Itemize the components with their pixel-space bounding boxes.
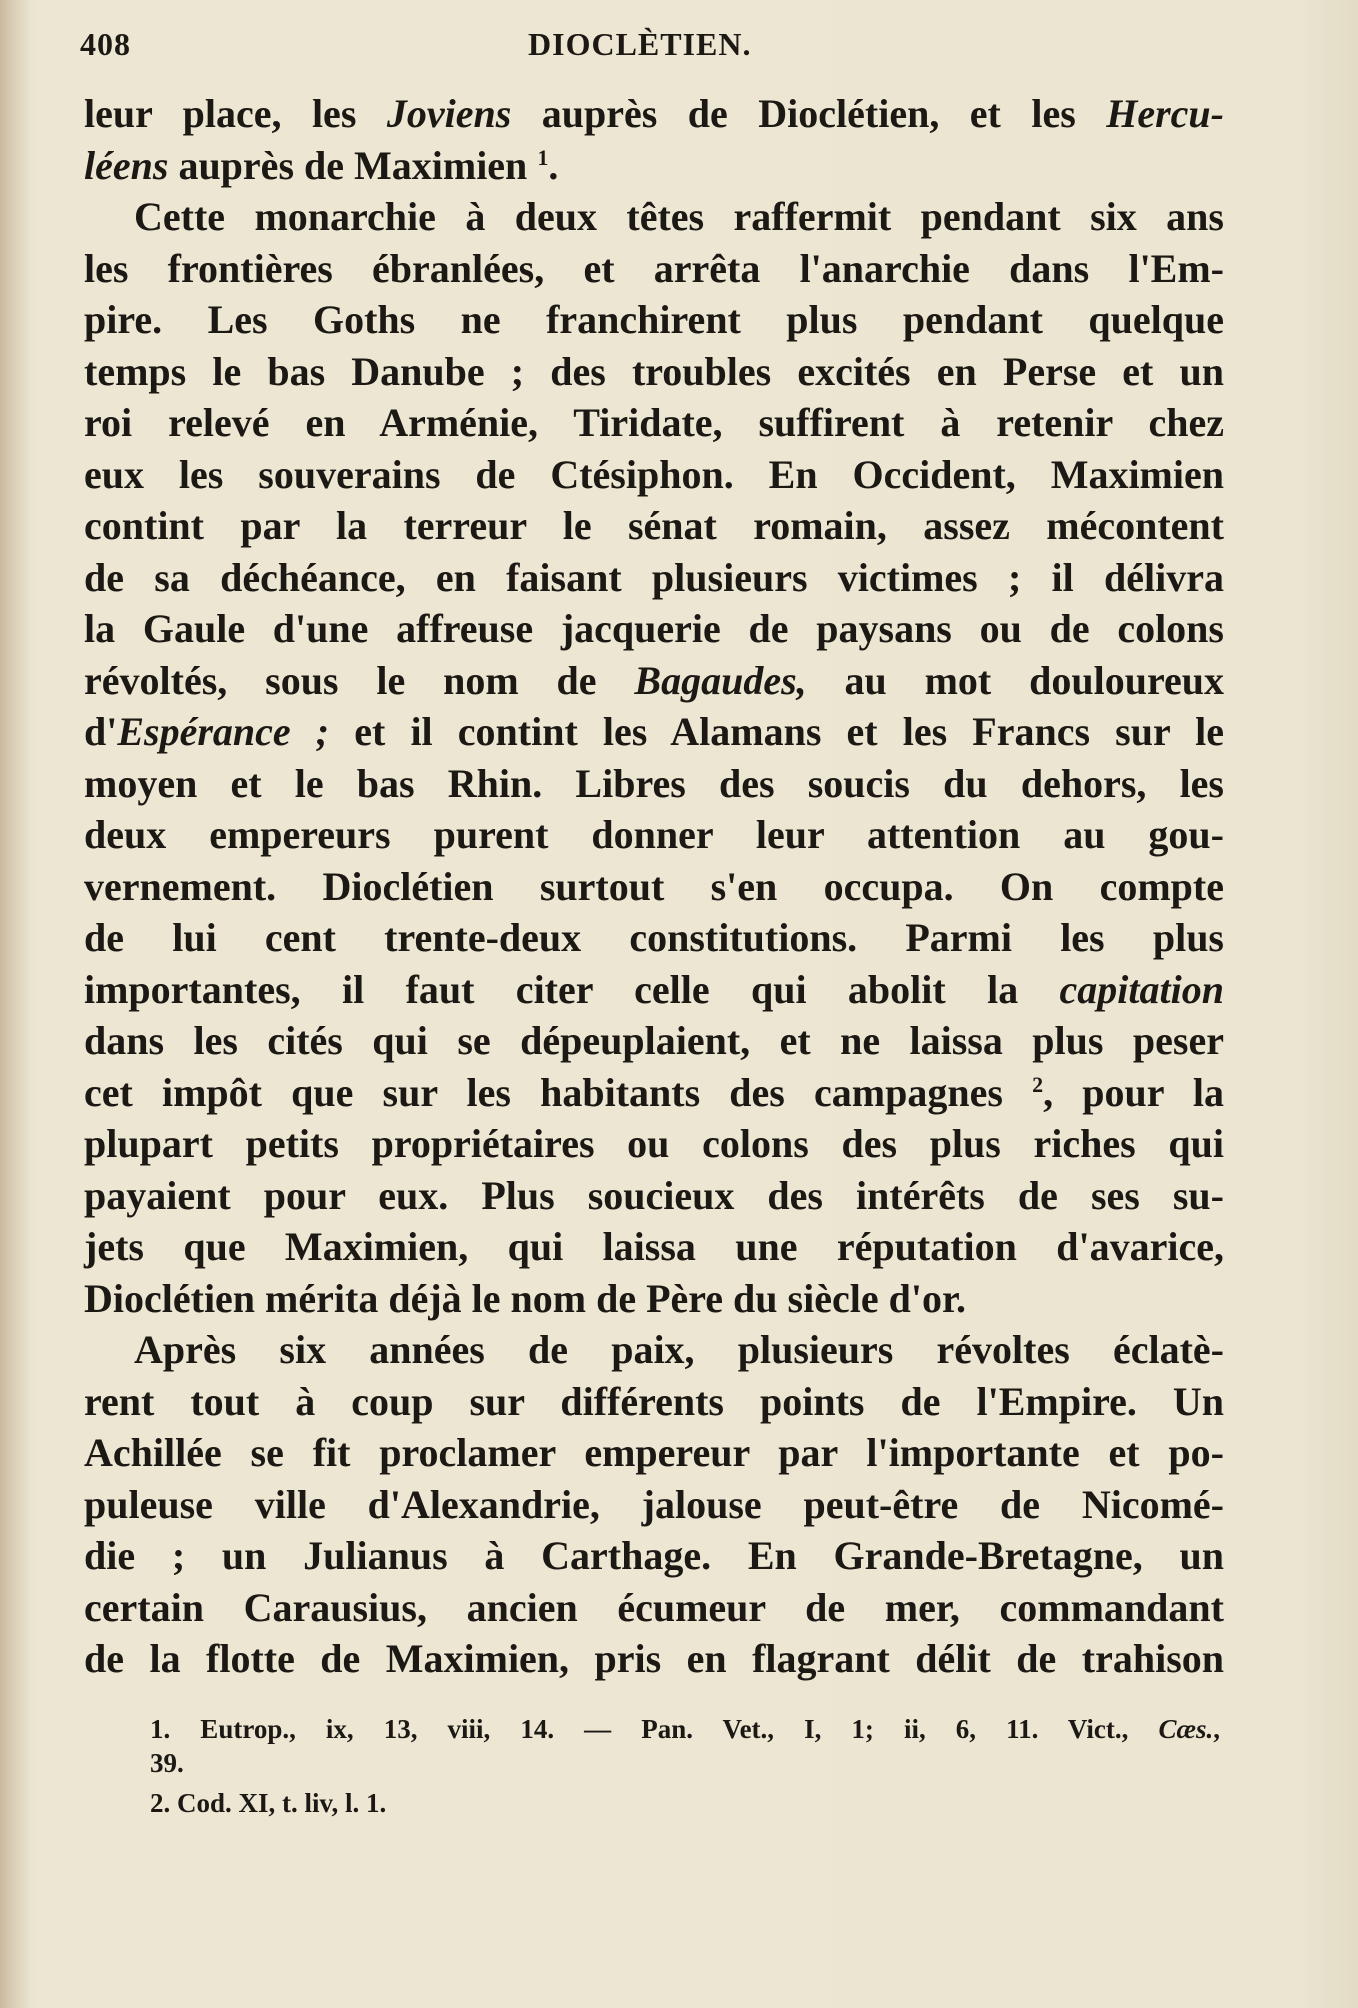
text-line: rent tout à coup sur différents points de l'Empire. Un <box>84 1378 1224 1424</box>
text-line: temps le bas Danube ; des troubles excités en Perse et un <box>84 348 1224 394</box>
text-line: Cette monarchie à deux têtes raffermit pendant six ans <box>134 194 1224 239</box>
text-line: dans les cités qui se dépeuplaient, et ne laissa plus peser <box>84 1018 1224 1063</box>
text-line: contint par la terreur le sénat romain, assez mécontent <box>84 503 1224 548</box>
text-line: eux les souverains de Ctésiphon. En Occident, Maximien <box>84 451 1224 497</box>
text-line: pire. Les Goths ne franchirent plus pendant quelque <box>84 297 1224 342</box>
text-line: die ; un Julianus à Carthage. En Grande-Bretagne, un <box>84 1533 1224 1578</box>
text-line: cet impôt que sur les habitants des campagnes $^2$, pour la <box>84 1069 1224 1115</box>
text-line: de sa déchéance, en faisant plusieurs victimes ; il délivra <box>84 554 1224 600</box>
footnote-ref: 2 <box>1032 1071 1044 1097</box>
text-line: les frontières ébranlées, et arrêta l'anarchie dans l'Em- <box>84 245 1224 291</box>
running-head <box>80 26 1278 70</box>
footnote-2: 2. Cod. XI, t. liv, l. 1. <box>150 1788 387 1818</box>
text-line: roi relevé en Arménie, Tiridate, suffirent à retenir chez <box>84 400 1224 445</box>
page-number: 408 <box>80 26 131 62</box>
text-line: la Gaule d'une affreuse jacquerie de paysans ou de colons <box>84 606 1224 651</box>
text-line: plupart petits propriétaires ou colons des plus riches qui <box>84 1121 1224 1166</box>
text-line: jets que Maximien, qui laissa une réputation d'avarice, <box>84 1224 1224 1269</box>
text-line: Dioclétien mérita déjà le nom de Père du siècle d'or. <box>84 1275 967 1321</box>
running-title: DIOCLÈTIEN. <box>528 26 752 62</box>
text-line: Après six années de paix, plusieurs révoltes éclatè- <box>134 1327 1224 1372</box>
text-line: puleuse ville d'Alexandrie, jalouse peut-être de Nicomé- <box>84 1481 1224 1527</box>
text-line: révoltés, sous le nom de Bagaudes, au mot douloureux <box>84 657 1224 703</box>
text-line: moyen et le bas Rhin. Libres des soucis du dehors, les <box>84 760 1224 806</box>
footnote-1-continued: 39. <box>150 1748 184 1778</box>
text-line: importantes, il faut citer celle qui abolit la capitation <box>84 966 1224 1012</box>
text-line: leur place, les Joviens auprès de Dioclétien, et les Hercu- <box>84 91 1224 136</box>
body-text <box>84 88 1224 1685</box>
footnote-1: 1. Eutrop., ix, 13, viii, 14. — Pan. Vet., I, 1; ii, 6, 11. Vict., Cæs., <box>150 1714 1220 1744</box>
text-line: léens auprès de Maximien $^1$. <box>84 142 559 188</box>
text-line: vernement. Dioclétien surtout s'en occupa. On compte <box>84 863 1224 909</box>
footnote-ref: 1 <box>537 144 549 170</box>
text-line: de lui cent trente-deux constitutions. Parmi les plus <box>84 915 1224 960</box>
footnotes <box>150 1712 1220 1820</box>
text-line: Achillée se fit proclamer empereur par l'importante et po- <box>84 1430 1224 1475</box>
text-line: de la flotte de Maximien, pris en flagrant délit de trahison <box>84 1636 1224 1681</box>
page-gutter-shadow <box>0 0 30 2008</box>
text-line: d'Espérance ; et il contint les Alamans et les Francs sur le <box>84 709 1224 754</box>
text-line: certain Carausius, ancien écumeur de mer, commandant <box>84 1584 1224 1630</box>
text-line: payaient pour eux. Plus soucieux des intérêts de ses su- <box>84 1172 1224 1218</box>
text-line: deux empereurs purent donner leur attention au gou- <box>84 812 1224 857</box>
